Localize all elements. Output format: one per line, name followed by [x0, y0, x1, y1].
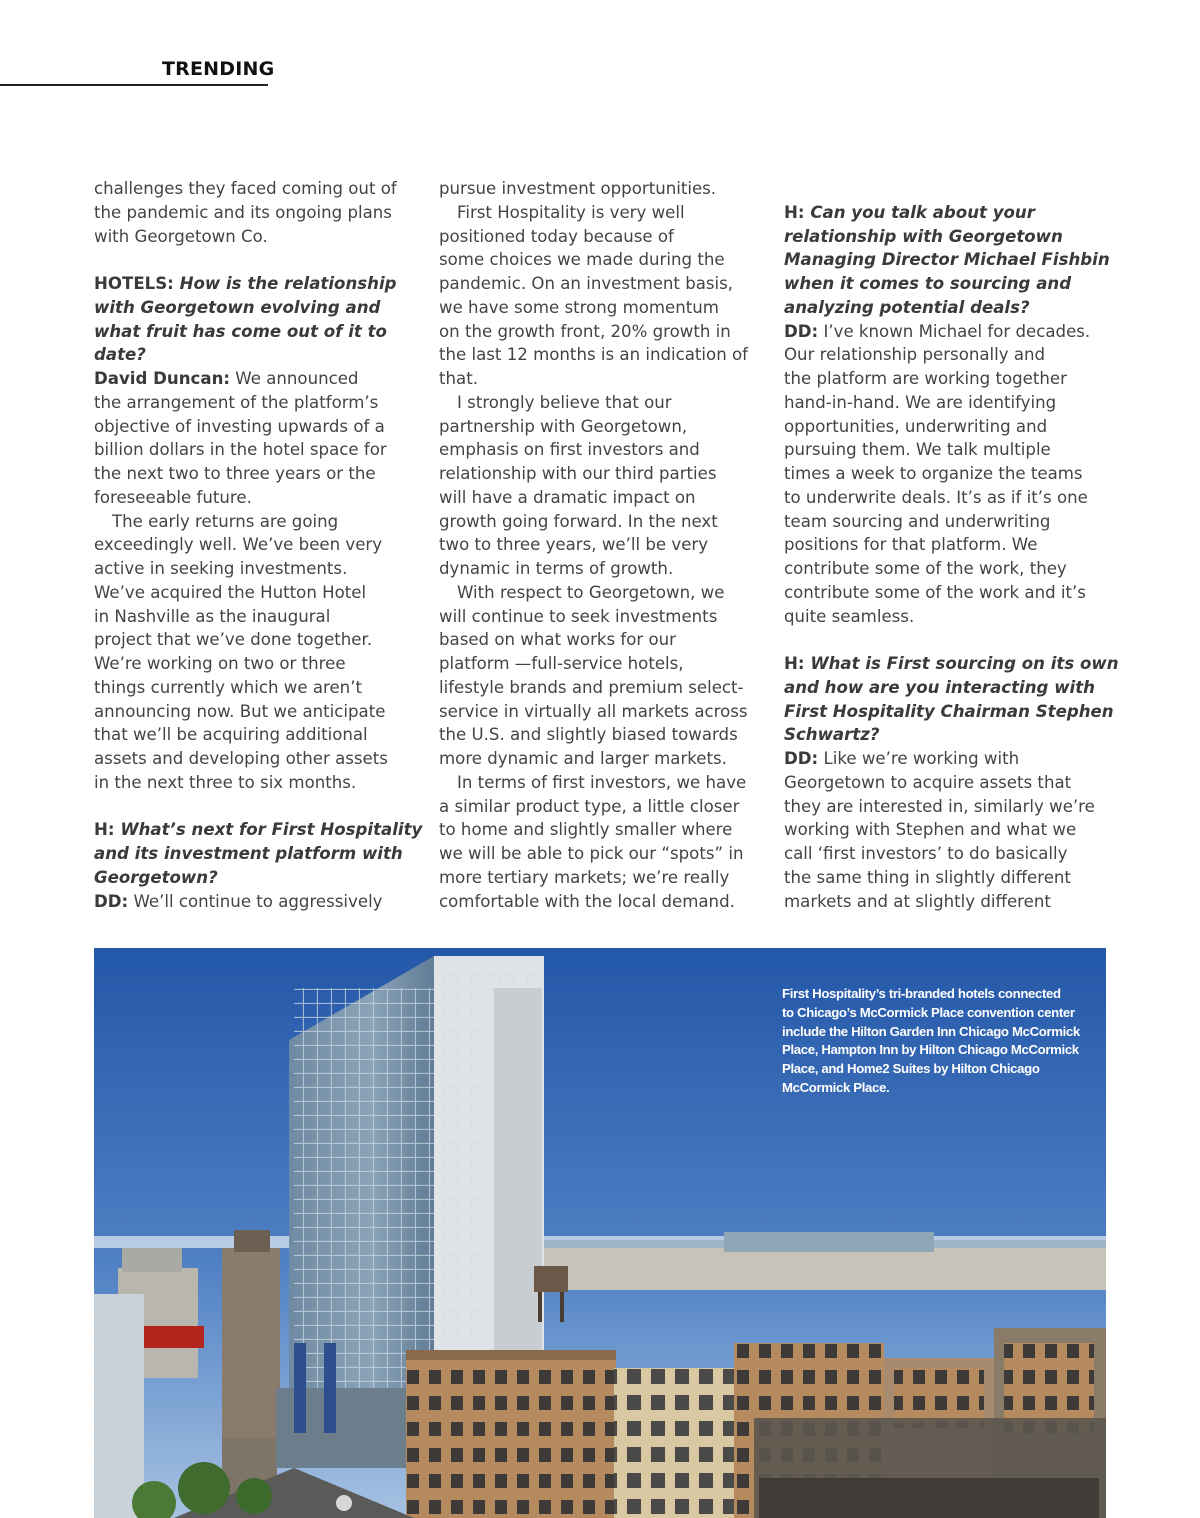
text-line: [94, 890, 416, 914]
question-italic: Georgetown?: [94, 867, 218, 887]
text-line: [94, 177, 416, 201]
body-text: the platform are working together: [784, 369, 1067, 388]
question-text: [120, 820, 422, 839]
body-text: exceedingly well. We’ve been very: [94, 535, 383, 555]
text-line: [94, 296, 416, 320]
text-line: [439, 676, 761, 700]
body-text: on the growth front, 20% growth in: [439, 321, 731, 341]
text-line: [439, 201, 761, 225]
paragraph-gap: [784, 628, 1106, 652]
text-line: [439, 605, 761, 629]
text-line: [94, 723, 416, 747]
text-line: [94, 367, 416, 391]
text-line: [784, 581, 1106, 605]
text-line: [439, 818, 761, 842]
body-text: the arrangement of the platform’s: [94, 392, 379, 412]
body-text: We announced: [230, 369, 359, 388]
question-text: [810, 203, 1035, 222]
body-text: team sourcing and underwriting: [784, 511, 1051, 531]
body-text: pandemic. On an investment basis,: [439, 274, 734, 293]
question-italic: Schwartz?: [784, 725, 880, 745]
question-text: [810, 654, 1118, 673]
text-line: [784, 533, 1106, 557]
text-line: [784, 486, 1106, 510]
speaker-label: H:: [94, 820, 121, 840]
body-text: positions for that platform. We: [784, 535, 1038, 555]
question-text: [784, 274, 1071, 293]
text-line: [439, 462, 761, 486]
text-line: [439, 533, 761, 557]
body-text: With respect to Georgetown, we: [457, 582, 725, 602]
article-column-2: [439, 177, 761, 913]
text-line: [784, 818, 1106, 842]
text-line: [784, 557, 1106, 581]
question-text: [180, 274, 397, 293]
body-text: two to three years, we’ll be very: [439, 535, 709, 555]
text-line: [94, 225, 416, 249]
text-line: [784, 248, 1110, 272]
body-text: a similar product type, a little closer: [439, 796, 740, 816]
text-line: [784, 367, 1106, 391]
paragraph-gap: [94, 248, 416, 272]
text-line: [439, 510, 761, 534]
speaker-label: H:: [784, 202, 811, 222]
body-text: service in virtually all markets across: [439, 701, 748, 721]
question-italic: Can you talk about your: [810, 202, 1035, 222]
text-line: [439, 557, 761, 581]
body-text: pursue investment opportunities.: [439, 179, 717, 198]
body-text: announcing now. But we anticipate: [94, 701, 386, 721]
text-line: [94, 771, 416, 795]
body-text: the U.S. and slightly biased towards: [439, 725, 738, 745]
question-text: [784, 250, 1110, 269]
text-line: [784, 795, 1106, 819]
text-line: [784, 272, 1106, 296]
body-text: some choices we made during the: [439, 250, 725, 270]
text-line: [784, 747, 1106, 771]
body-text: will have a dramatic impact on: [439, 487, 696, 507]
body-text: In terms of first investors, we have: [457, 772, 747, 792]
caption-line: to Chicago’s McCormick Place convention center: [782, 1004, 1075, 1020]
body-text: that.: [439, 369, 478, 388]
text-line: [94, 272, 416, 296]
question-text: [94, 322, 387, 341]
text-line: [784, 225, 1106, 249]
body-text: contribute some of the work and it’s: [784, 582, 1086, 602]
text-line: [784, 510, 1106, 534]
question-italic: How is the relationship: [179, 274, 397, 293]
text-line: [439, 343, 761, 367]
body-text: We’ve acquired the Hutton Hotel: [94, 582, 367, 602]
question-text: [94, 868, 218, 887]
body-text: we will be able to pick our “spots” in: [439, 844, 744, 863]
body-text: we have some strong momentum: [439, 297, 719, 317]
article-column-1: [94, 177, 423, 913]
question-italic: What is First sourcing on its own: [810, 654, 1119, 673]
body-text: emphasis on first investors and: [439, 440, 700, 460]
text-line: [94, 676, 416, 700]
question-text: [94, 298, 380, 317]
text-line: [94, 533, 416, 557]
text-line: [784, 700, 1114, 724]
text-line: [94, 866, 416, 890]
body-text: relationship with our third parties: [439, 464, 717, 483]
body-text: with Georgetown Co.: [94, 226, 268, 246]
text-line: [784, 866, 1106, 890]
caption-line: First Hospitality’s tri-branded hotels connected: [782, 986, 1061, 1001]
body-text: working with Stephen and what we: [784, 820, 1077, 840]
body-text: We’ll continue to aggressively: [128, 891, 383, 911]
text-line: [439, 842, 761, 866]
question-italic: analyzing potential deals?: [784, 297, 1030, 317]
body-text: contribute some of the work, they: [784, 559, 1067, 578]
question-italic: Managing Director Michael Fishbin: [784, 250, 1110, 270]
body-text: to underwrite deals. It’s as if it’s one: [784, 487, 1088, 507]
text-line: [439, 225, 761, 249]
body-text: Like we’re working with: [818, 749, 1020, 768]
speaker-label: DD:: [94, 891, 129, 911]
body-text: they are interested in, similarly we’re: [784, 796, 1095, 816]
body-text: positioned today because of: [439, 226, 674, 246]
question-italic: relationship with Georgetown: [784, 226, 1063, 246]
text-line: [784, 320, 1106, 344]
body-text: opportunities, underwriting and: [784, 416, 1048, 436]
text-line: [784, 842, 1106, 866]
body-text: the pandemic and its ongoing plans: [94, 202, 392, 222]
text-line: [439, 438, 761, 462]
text-line: [439, 320, 761, 344]
question-text: [94, 844, 403, 863]
body-text: more tertiary markets; we’re really: [439, 867, 730, 887]
question-italic: date?: [94, 345, 146, 365]
text-line: [94, 415, 416, 439]
section-label: TRENDING: [162, 58, 275, 80]
text-line: [94, 320, 416, 344]
text-line: [439, 177, 761, 201]
body-text: pursuing them. We talk multiple: [784, 440, 1051, 460]
text-line: [439, 391, 761, 415]
body-text: the last 12 months is an indication of: [439, 345, 748, 365]
text-line: [784, 415, 1106, 439]
text-line: [784, 438, 1106, 462]
body-text: the next two to three years or the: [94, 464, 376, 483]
article-column-3: [784, 177, 1119, 913]
text-line: [439, 367, 761, 391]
text-line: [784, 296, 1106, 320]
body-text: based on what works for our: [439, 630, 677, 650]
body-text: in the next three to six months.: [94, 772, 357, 792]
text-line: [784, 771, 1106, 795]
question-italic: and how are you interacting with: [784, 677, 1095, 697]
body-text: hand-in-hand. We are identifying: [784, 392, 1057, 412]
speaker-label: David Duncan:: [94, 369, 231, 388]
text-line: [439, 795, 761, 819]
text-line: [94, 842, 416, 866]
question-text: [784, 702, 1114, 721]
question-text: [784, 298, 1030, 317]
text-line: [94, 201, 416, 225]
text-line: [94, 747, 416, 771]
question-text: [94, 345, 146, 364]
text-line: [784, 391, 1106, 415]
body-text: to home and slightly smaller where: [439, 820, 733, 840]
text-line: [94, 700, 416, 724]
text-line: [94, 510, 416, 534]
body-text: The early returns are going: [112, 511, 339, 531]
body-text: times a week to organize the teams: [784, 464, 1083, 483]
text-line: [439, 866, 761, 890]
text-line: [439, 771, 761, 795]
photo-caption: [782, 985, 1080, 1098]
body-text: billion dollars in the hotel space for: [94, 440, 387, 460]
text-line: [784, 676, 1106, 700]
body-text: things currently which we aren’t: [94, 677, 362, 697]
body-text: call ‘first investors’ to do basically: [784, 844, 1068, 863]
body-text: Georgetown to acquire assets that: [784, 772, 1072, 792]
text-line: [94, 628, 416, 652]
body-text: assets and developing other assets: [94, 749, 388, 768]
body-text: in Nashville as the inaugural: [94, 606, 331, 626]
body-text: that we’ll be acquiring additional: [94, 725, 368, 745]
body-text: objective of investing upwards of a: [94, 416, 385, 436]
body-text: growth going forward. In the next: [439, 511, 718, 531]
speaker-label: DD:: [784, 321, 819, 341]
text-line: [94, 818, 423, 842]
text-line: [439, 296, 761, 320]
caption-line: include the Hilton Garden Inn Chicago McCormick: [782, 1023, 1080, 1039]
text-line: [439, 700, 761, 724]
question-italic: First Hospitality Chairman Stephen: [784, 701, 1114, 721]
question-text: [784, 678, 1095, 697]
text-line: [784, 343, 1106, 367]
question-italic: What’s next for First Hospitality: [120, 820, 423, 840]
body-text: I’ve known Michael for decades.: [818, 321, 1091, 341]
text-line: [94, 557, 416, 581]
caption-line: Place, Hampton Inn by Hilton Chicago McCormick: [782, 1042, 1079, 1058]
body-text: partnership with Georgetown,: [439, 416, 688, 436]
body-text: the same thing in slightly different: [784, 867, 1071, 887]
question-italic: with Georgetown evolving and: [94, 297, 381, 317]
text-line: [439, 272, 761, 296]
text-line: [94, 652, 416, 676]
body-text: comfortable with the local demand.: [439, 891, 735, 911]
text-line: [439, 747, 761, 771]
body-text: markets and at slightly different: [784, 891, 1051, 911]
text-line: [439, 890, 761, 914]
text-line: [439, 415, 761, 439]
body-text: First Hospitality is very well: [457, 202, 685, 222]
caption-line: Place, and Home2 Suites by Hilton Chicago: [782, 1061, 1040, 1077]
body-text: quite seamless.: [784, 606, 915, 626]
body-text: Our relationship personally and: [784, 345, 1046, 365]
paragraph-gap: [94, 795, 416, 819]
text-line: [439, 723, 761, 747]
text-line: [784, 723, 1106, 747]
text-line: [94, 438, 416, 462]
body-text: will continue to seek investments: [439, 606, 718, 626]
question-italic: and its investment platform with: [94, 844, 403, 863]
speaker-label: DD:: [784, 749, 819, 768]
speaker-label: HOTELS:: [94, 274, 180, 293]
text-line: [94, 462, 416, 486]
text-line: [94, 581, 416, 605]
body-text: foreseeable future.: [94, 487, 252, 507]
body-text: I strongly believe that our: [457, 392, 672, 412]
section-rule: [0, 84, 268, 86]
question-italic: when it comes to sourcing and: [784, 274, 1072, 293]
paragraph-gap: [784, 177, 1106, 201]
caption-line: McCormick Place.: [782, 1079, 890, 1095]
text-line: [439, 652, 761, 676]
text-line: [784, 652, 1119, 676]
speaker-label: H:: [784, 654, 811, 673]
text-line: [784, 605, 1106, 629]
body-text: lifestyle brands and premium select-: [439, 677, 744, 697]
text-line: [94, 486, 416, 510]
text-line: [94, 343, 416, 367]
text-line: [439, 581, 761, 605]
body-text: challenges they faced coming out of: [94, 179, 397, 198]
text-line: [94, 605, 416, 629]
question-italic: what fruit has come out of it to: [94, 321, 387, 341]
text-line: [439, 628, 761, 652]
text-line: [439, 248, 761, 272]
body-text: project that we’ve done together.: [94, 630, 373, 650]
text-line: [439, 486, 761, 510]
body-text: We’re working on two or three: [94, 654, 346, 673]
body-text: active in seeking investments.: [94, 559, 348, 578]
body-text: platform —full-service hotels,: [439, 654, 684, 673]
body-text: more dynamic and larger markets.: [439, 749, 727, 768]
question-text: [784, 227, 1063, 246]
body-text: dynamic in terms of growth.: [439, 559, 674, 578]
text-line: [784, 462, 1106, 486]
text-line: [94, 391, 416, 415]
question-text: [784, 725, 880, 744]
text-line: [784, 201, 1106, 225]
text-line: [784, 890, 1106, 914]
